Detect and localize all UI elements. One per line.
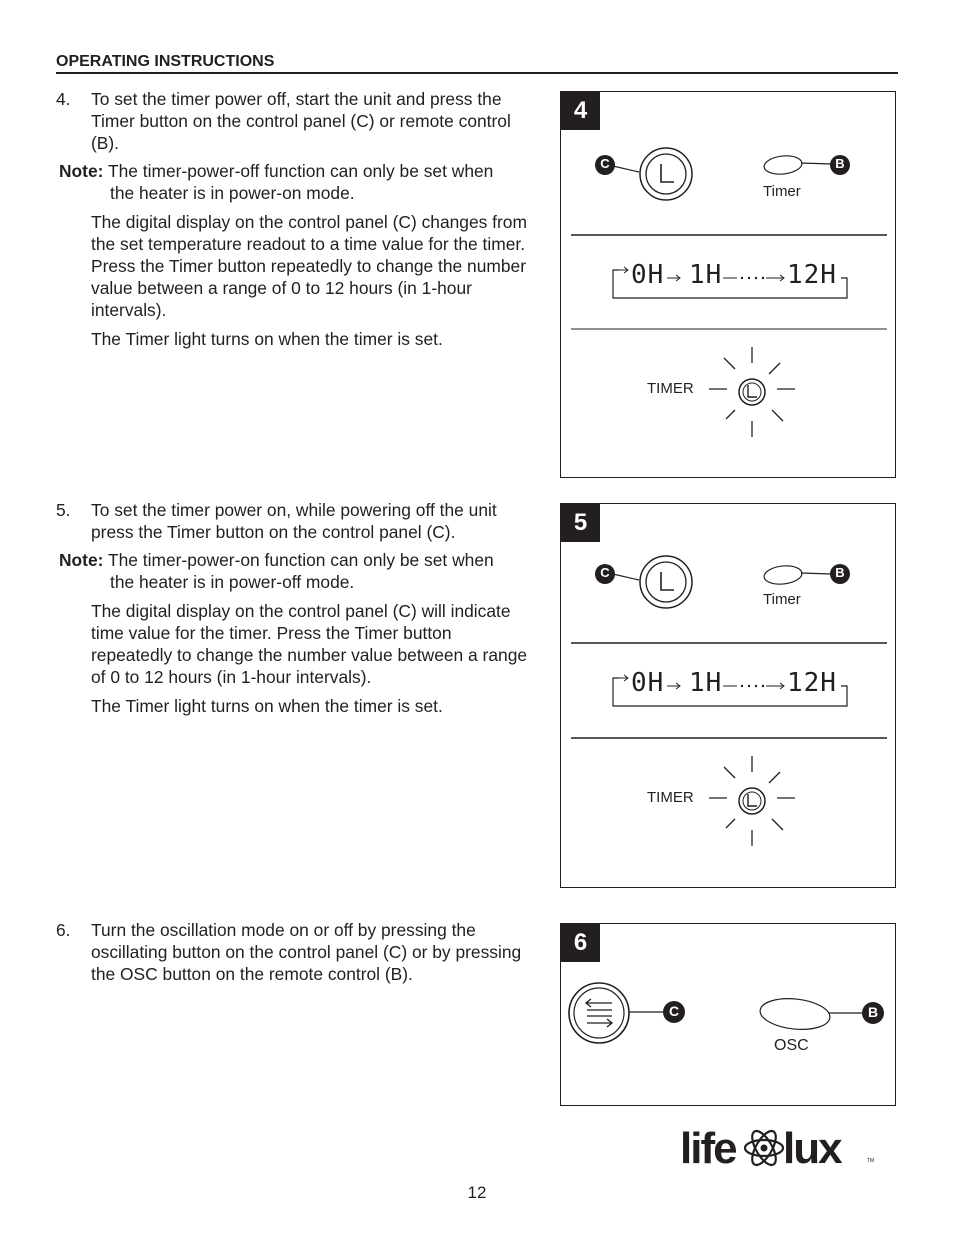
- step-5-paragraph: The digital display on the control panel (C) will indicate time value for the timer. Press the Timer button repeatedly to change the number value between a range of 0 to 12 hours (in 1-hour intervals).: [91, 601, 528, 687]
- step-6-main: [56, 919, 534, 985]
- note-text-cont: the heater is in power-off mode.: [110, 572, 355, 592]
- step-4-paragraph: The digital display on the control panel (C) changes from the set temperature readout to a time value for the timer. Press the Timer button repeatedly to change the number value between a range of 0 to 12 hours (in 1-hour intervals).: [91, 212, 527, 320]
- step-4-note: [56, 160, 534, 204]
- step-4-main: [56, 88, 534, 154]
- timer-light-icon: [709, 347, 795, 437]
- step-5-main: [56, 499, 534, 543]
- step-instruction: To set the timer power on, while powering off the unit press the Timer button on the control panel (C).: [91, 500, 497, 542]
- figure-5: [560, 503, 896, 888]
- clock-icon: [640, 556, 692, 608]
- display-value-0: 0H: [631, 260, 665, 290]
- display-value-0: 0H: [631, 668, 665, 698]
- clock-icon: [640, 148, 692, 200]
- step-instruction: To set the timer power off, start the unit and press the Timer button on the control panel (C) or remote control (B).: [91, 89, 511, 153]
- display-value-2: 12H: [787, 260, 837, 290]
- step-5-note: [56, 549, 534, 593]
- display-value-1: 1H: [689, 260, 723, 290]
- oscillate-icon: [569, 983, 629, 1043]
- note-text: The timer-power-on function can only be set when: [107, 550, 494, 570]
- remote-label: Timer: [763, 183, 801, 200]
- figure-number: 4: [561, 92, 600, 130]
- display-value-2: 12H: [787, 668, 837, 698]
- callout-c: C: [668, 1003, 680, 1019]
- svg-text:lux: lux: [783, 1124, 841, 1173]
- step-instruction: Turn the oscillation mode on or off by pressing the oscillating button on the control panel (C) or by pressing the OSC button on the remote control (B).: [91, 920, 522, 984]
- svg-text:life: life: [680, 1124, 736, 1173]
- note-label: Note:: [59, 550, 104, 570]
- callout-c: C: [600, 565, 610, 580]
- figure-4-drawing: [561, 92, 897, 479]
- step-4-paragraph-2: The Timer light turns on when the timer is set.: [91, 329, 443, 349]
- step-6-text: [56, 919, 534, 985]
- timer-light-icon: [709, 756, 795, 846]
- svg-text:TM: TM: [867, 1158, 875, 1164]
- brand-logo: [680, 1115, 880, 1185]
- callout-c: C: [600, 156, 610, 171]
- brand-logo-graphic: [680, 1115, 880, 1185]
- step-number: 6.: [56, 920, 71, 940]
- page-number: 12: [467, 1183, 487, 1202]
- callout-b: B: [835, 156, 845, 171]
- light-label: TIMER: [647, 789, 694, 806]
- atom-icon: [745, 1128, 783, 1169]
- step-number: 4.: [56, 89, 71, 109]
- callout-b: B: [867, 1004, 879, 1020]
- note-text: The timer-power-off function can only be set when: [107, 161, 494, 181]
- light-label: TIMER: [647, 380, 694, 397]
- figure-4: [560, 91, 896, 478]
- note-label: Note:: [59, 161, 104, 181]
- figure-6-drawing: [561, 924, 897, 1107]
- remote-button-icon: [763, 564, 803, 586]
- figure-6: [560, 923, 896, 1106]
- remote-label: OSC: [774, 1037, 809, 1054]
- figure-5-drawing: [561, 504, 897, 889]
- step-5-paragraph-2: The Timer light turns on when the timer is set.: [91, 696, 443, 716]
- figure-number: 5: [561, 504, 600, 542]
- note-text-cont: the heater is in power-on mode.: [110, 183, 355, 203]
- step-number: 5.: [56, 500, 71, 520]
- step-5-text: [56, 499, 534, 717]
- figure-number: 6: [561, 924, 600, 962]
- section-title: OPERATING INSTRUCTIONS: [56, 53, 898, 74]
- display-value-1: 1H: [689, 668, 723, 698]
- remote-label: Timer: [763, 591, 801, 608]
- remote-button-icon: [763, 154, 803, 176]
- callout-b: B: [835, 565, 845, 580]
- remote-button-icon: [759, 995, 832, 1032]
- step-4-text: [56, 88, 534, 350]
